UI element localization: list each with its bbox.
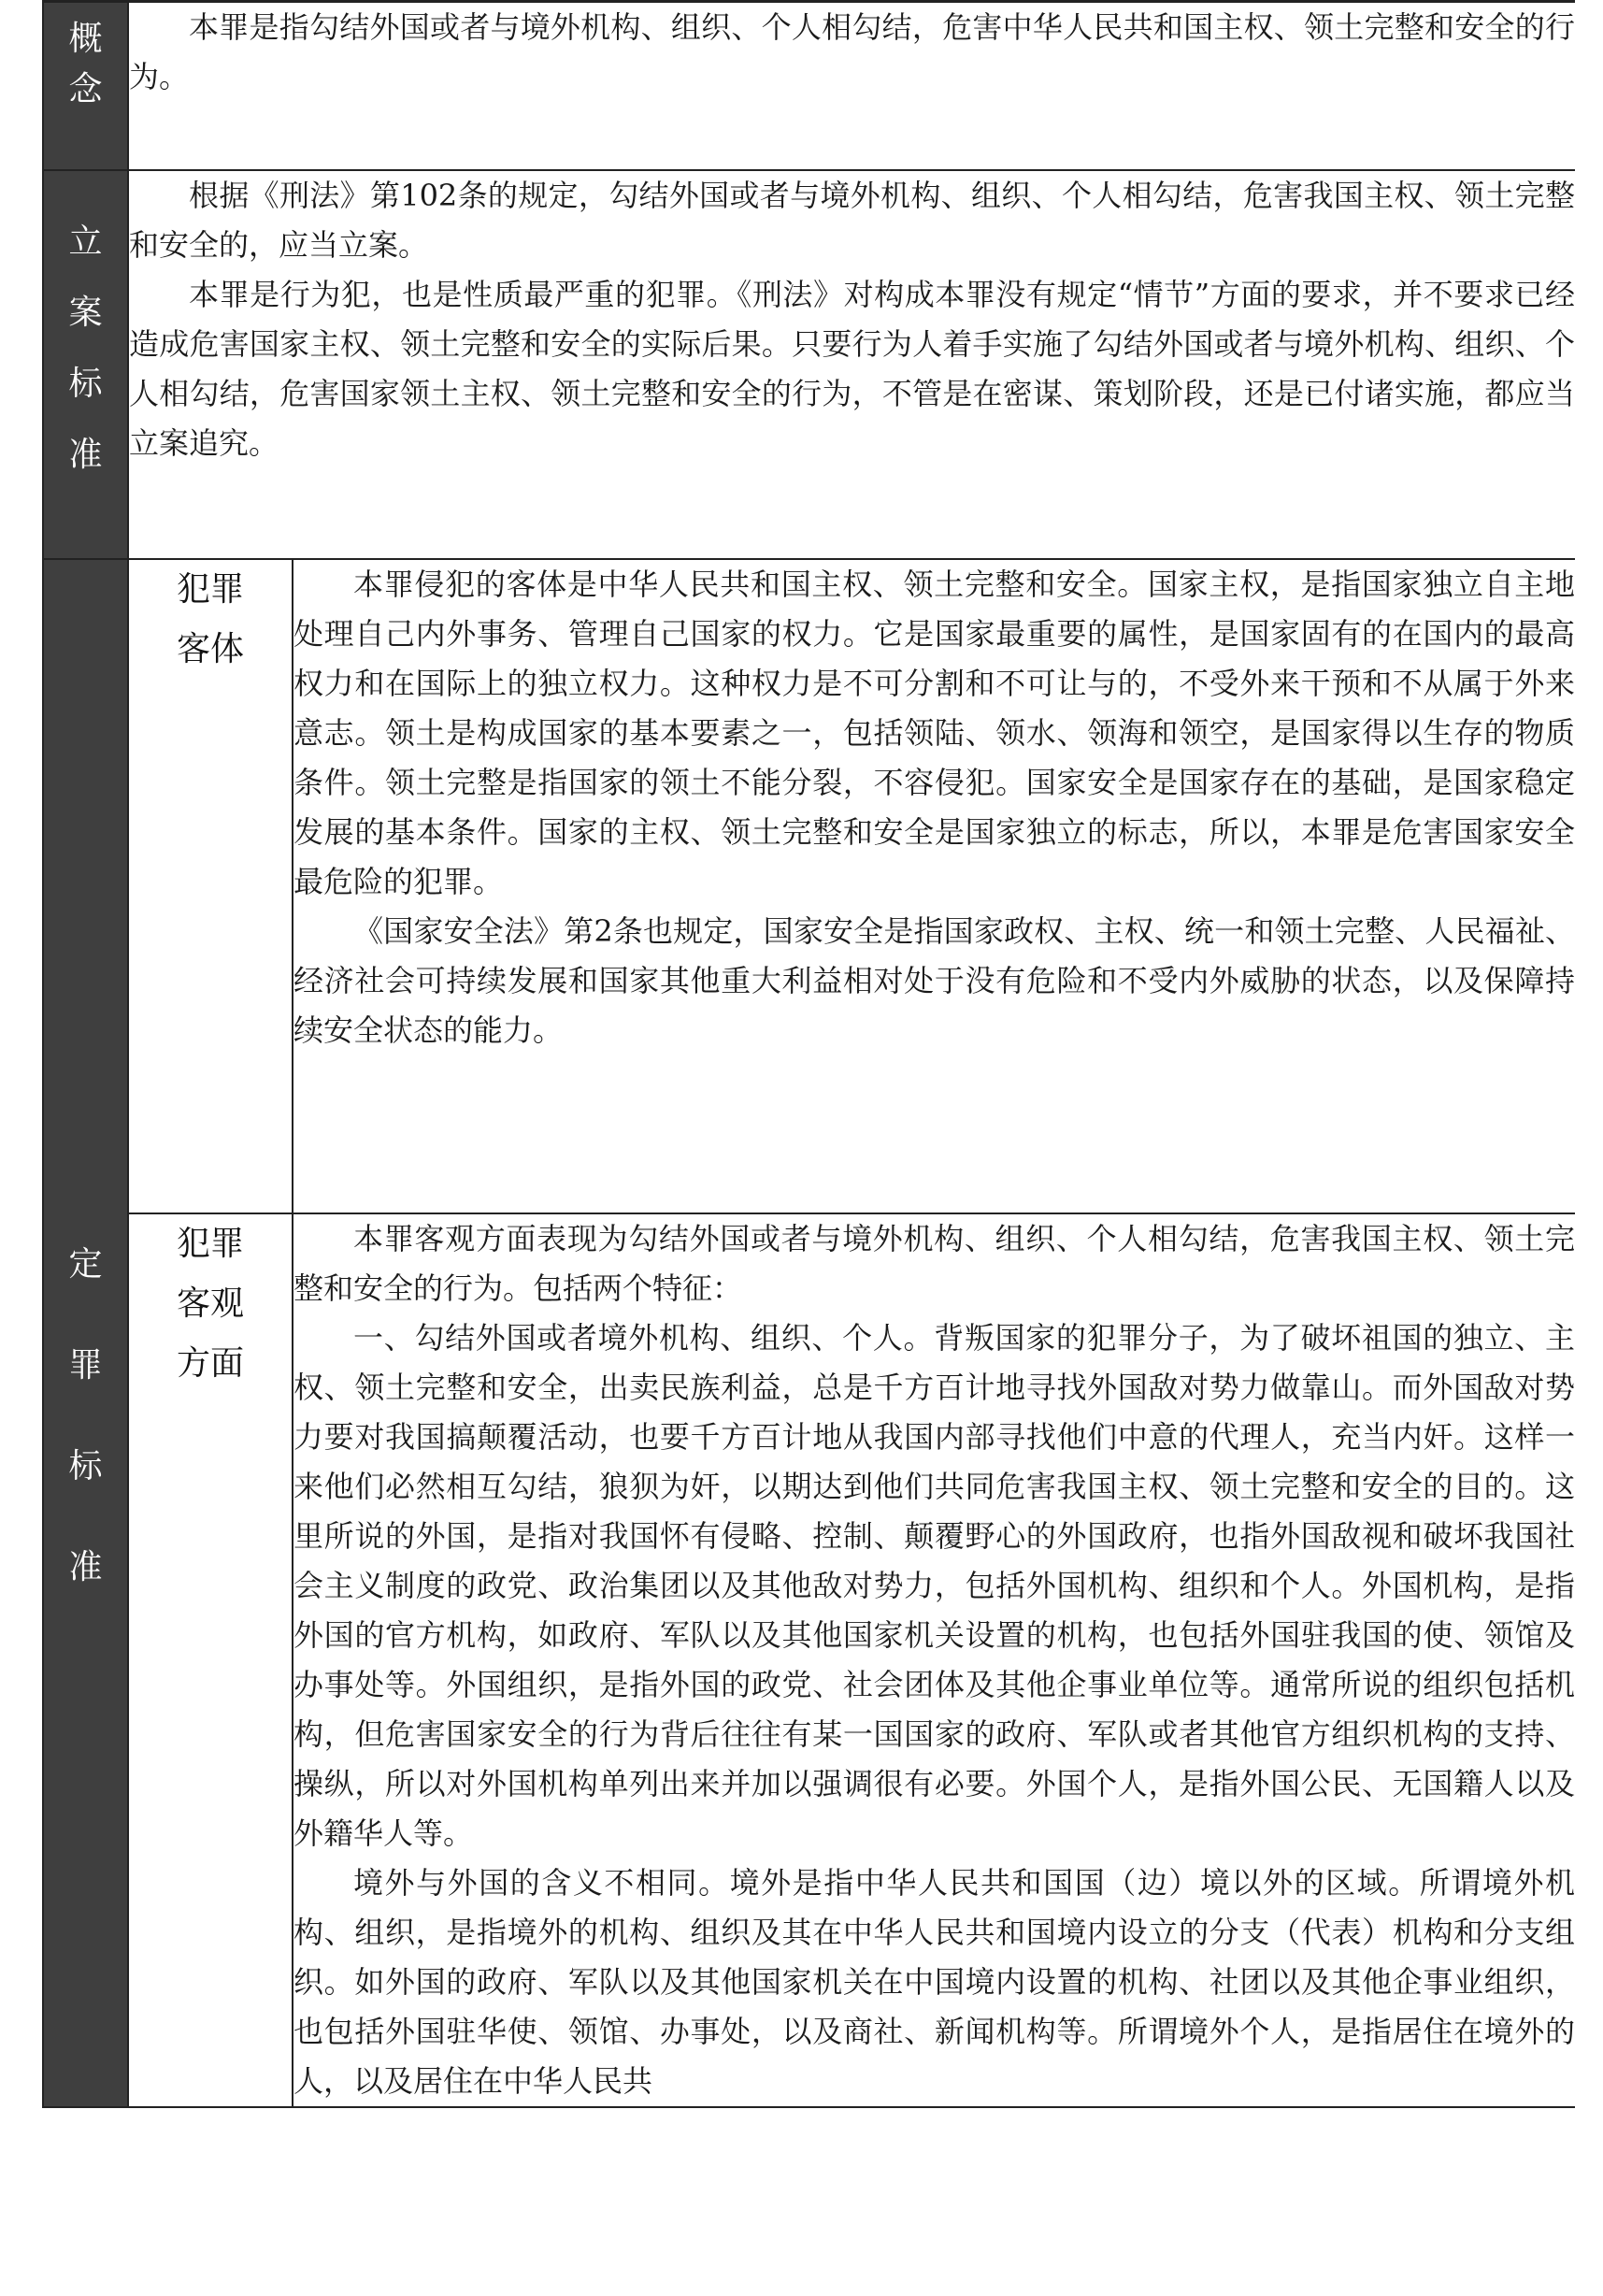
objective-paragraph-2: 一、勾结外国或者境外机构、组织、个人。背叛国家的犯罪分子，为了破坏祖国的独立、主权、领土完整和安全，出卖民族利益，总是千方百计地寻找外国敌对势力做靠山。而外国敌对势力要对我国搞颠覆活动，也要千方百计地从我国内部寻找他们中意的代理人，充当内奸。这样一来他们必然相互勾结，狼狈为奸，以期达到他们共同危害我国主权、领土完整和安全的目的。这里所说的外国，是指对我国怀有侵略、控制、颠覆野心的外国政府，也指外国敌视和破坏我国社会主义制度的政党、政治集团以及其他敌对势力，包括外国机构、组织和个人。外国机构，是指外国的官方机构，如政府、军队以及其他国家机关设置的机构，也包括外国驻我国的使、领馆及办事处等。外国组织，是指外国的政党、社会团体及其他企事业单位等。通常所说的组织包括机构，但危害国家安全的行为背后往往有某一国国家的政府、军队或者其他官方组织机构的支持、操纵，所以对外国机构单列出来并加以强调很有必要。外国个人，是指外国公民、无国籍人以及外籍华人等。 [293, 1319, 1575, 1851]
concept-label: 概念 [68, 20, 103, 108]
objective-aspect-label-cell [128, 1213, 293, 2107]
concept-row [43, 2, 1575, 170]
concept-paragraph: 本罪是指勾结外国或者与境外机构、组织、个人相勾结，危害中华人民共和国主权、领土完整和安全的行为。 [129, 9, 1575, 94]
objective-paragraph-1: 本罪客观方面表现为勾结外国或者与境外机构、组织、个人相勾结，危害我国主权、领土完整和安全的行为。包括两个特征： [293, 1220, 1575, 1306]
crime-standard-table [42, 0, 1575, 2108]
filing-paragraph-1: 根据《刑法》第102条的规定，勾结外国或者与境外机构、组织、个人相勾结，危害我国主权、领土完整和安全的，应当立案。 [129, 177, 1575, 263]
concept-content [128, 2, 1575, 170]
document-page [42, 0, 1575, 2296]
filing-standard-row [43, 170, 1575, 559]
crime-object-paragraph-1: 本罪侵犯的客体是中华人民共和国主权、领土完整和安全。国家主权，是指国家独立自主地处理自己内外事务、管理自己国家的权力。它是国家最重要的属性，是国家固有的在国内的最高权力和在国际上的独立权力。这种权力是不可分割和不可让与的，不受外来干预和不从属于外来意志。领土是构成国家的基本要素之一，包括领陆、领水、领海和领空，是国家得以生存的物质条件。领土完整是指国家的领土不能分裂，不容侵犯。国家安全是国家存在的基础，是国家稳定发展的基本条件。国家的主权、领土完整和安全是国家独立的标志，所以，本罪是危害国家安全最危险的犯罪。 [293, 566, 1575, 899]
filing-standard-content [128, 170, 1575, 559]
crime-object-label-cell [128, 559, 293, 1213]
conviction-label-cell [43, 559, 128, 2107]
crime-object-row [43, 559, 1575, 1213]
crime-object-paragraph-2: 《国家安全法》第2条也规定，国家安全是指国家政权、主权、统一和领土完整、人民福祉、经济社会可持续发展和国家其他重大利益相对处于没有危险和不受内外威胁的状态，以及保障持续安全状态的能力。 [293, 912, 1575, 1048]
crime-object-label: 犯罪客体 [176, 569, 244, 668]
filing-label-cell [43, 170, 128, 559]
concept-label-cell [43, 2, 128, 170]
objective-aspect-label: 犯罪客观方面 [176, 1224, 244, 1383]
objective-paragraph-3: 境外与外国的含义不相同。境外是指中华人民共和国国（边）境以外的区域。所谓境外机构、组织，是指境外的机构、组织及其在中华人民共和国境内设立的分支（代表）机构和分支组织。如外国的政府、军队以及其他国家机关在中国境内设置的机构、社团以及其他企事业组织，也包括外国驻华使、领馆、办事处，以及商社、新闻机构等。所谓境外个人，是指居住在境外的人，以及居住在中华人民共 [293, 1864, 1575, 2099]
conviction-standard-label: 定罪标准 [68, 1244, 103, 1586]
objective-aspect-content [293, 1213, 1575, 2107]
filing-standard-label: 立案标准 [68, 222, 103, 474]
filing-paragraph-2: 本罪是行为犯，也是性质最严重的犯罪。《刑法》对构成本罪没有规定“情节”方面的要求，并不要求已经造成危害国家主权、领土完整和安全的实际后果。只要行为人着手实施了勾结外国或者与境外机构、组织、个人相勾结，危害国家领土主权、领土完整和安全的行为，不管是在密谋、策划阶段，还是已付诸实施，都应当立案追究。 [129, 276, 1575, 461]
objective-aspect-row [43, 1213, 1575, 2107]
crime-object-content [293, 559, 1575, 1213]
